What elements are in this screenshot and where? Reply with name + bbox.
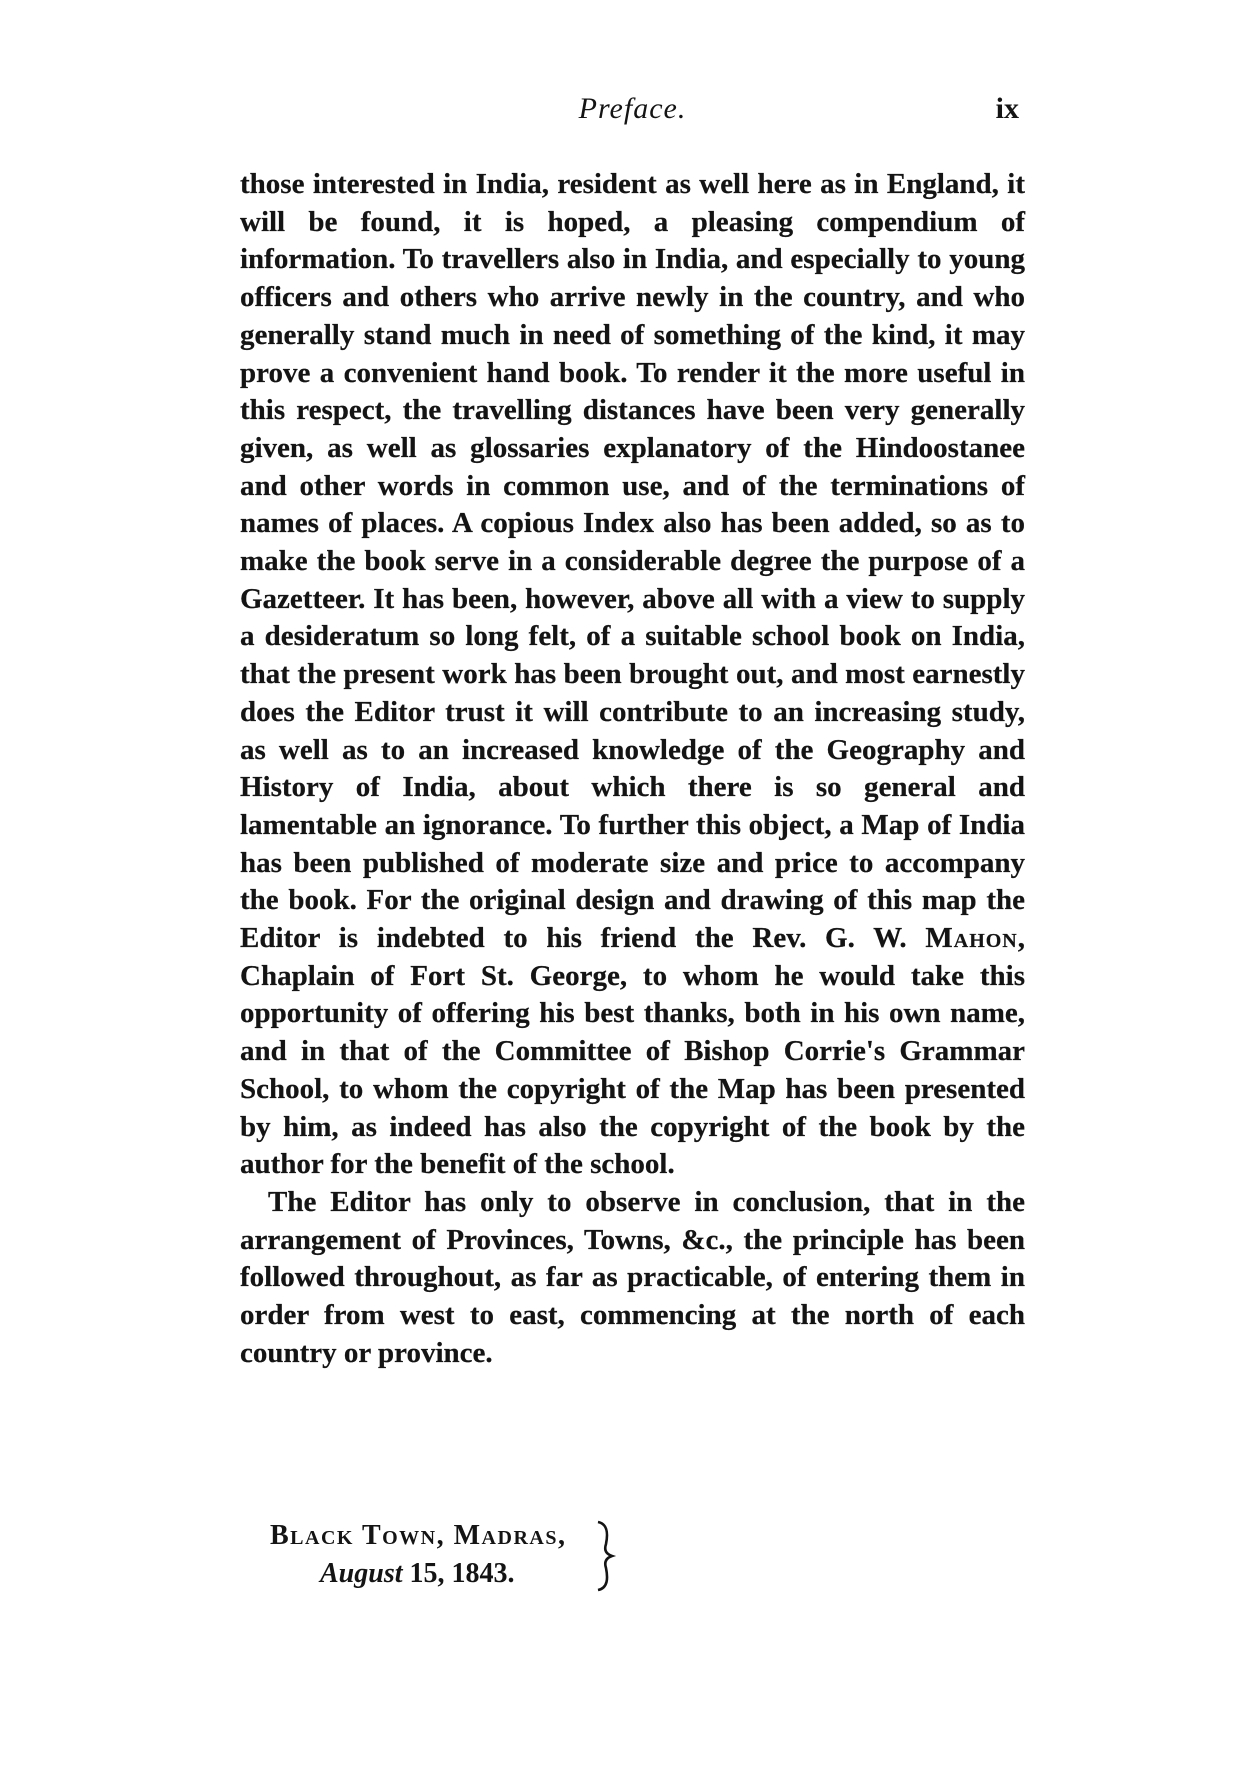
signature-place: Black Town, Madras, xyxy=(270,1520,567,1551)
signature-block xyxy=(270,1518,630,1598)
date-month: August xyxy=(320,1558,403,1589)
curly-brace-icon xyxy=(592,1518,620,1594)
paragraph: The Editor has only to observe in conclusion, that in the arrangement of Provinces, Towns, &c., the principle has been followed throughout, as far as practicable, of entering them in order from west to east, commencing at the north of each country or province. xyxy=(240,1185,1025,1369)
preface-body xyxy=(240,166,1025,1373)
paragraph-text: , Chaplain of Fort St. George, to whom he would take this opportunity of offering his best thanks, both in his own name, and in that of the Committee of Bishop Corrie's Grammar School, to whom the copyright of the Map has been presented by him, as indeed has also the copyright of the book by the author for the benefit of the school. xyxy=(240,922,1025,1181)
page-number: ix xyxy=(995,92,1019,125)
person-name: Mahon xyxy=(925,922,1018,955)
running-head xyxy=(240,92,1025,136)
date-rest: 15, 1843. xyxy=(402,1558,515,1589)
paragraph xyxy=(240,166,1025,1184)
paragraph-text: those interested in India, resident as well here as in England, it will be found, it is hoped, a pleasing compendium of information. To travellers also in India, and especially to young officers and others who arrive newly in the country, and who generally stand much in need of something of the kind, it may prove a convenient hand book. To render it the more useful in this respect, the travelling distances have been very generally given, as well as glossaries explanatory of the Hindoostanee and other words in common use, and of the terminations of names of places. A copious Index also has been added, so as to make the book serve in a considerable degree the purpose of a Gazetteer. It has been, however, above all with a view to supply a desideratum so long felt, of a suitable school book on India, that the present work has been brought out, and most earnestly does the Editor trust it will contribute to an increasing study, as well as to an increased knowledge of the Geography and History of India, about which there is so general and lamentable an ignorance. To further this object, a Map of India has been published of moderate size and price to accompany the book. For the original design and drawing of this map the Editor is indebted to his friend the Rev. G. W. xyxy=(240,168,1025,955)
signature-date xyxy=(320,1556,515,1592)
running-title: Preface. xyxy=(578,92,687,125)
